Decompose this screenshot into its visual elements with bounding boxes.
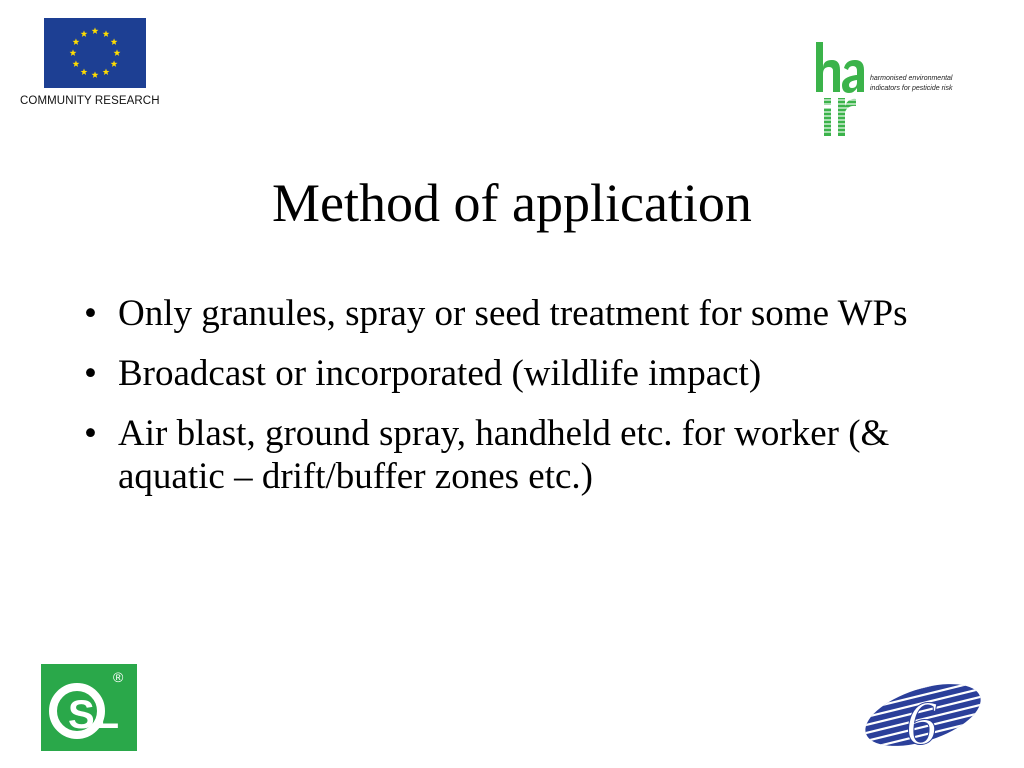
csl-logo-text: SL (68, 693, 120, 737)
hair-logo-mark-icon (810, 42, 870, 136)
slide-title: Method of application (272, 173, 752, 233)
registered-mark-icon: ® (113, 669, 124, 685)
hair-logo-text-line: harmonised environmental (870, 75, 953, 82)
eu-community-research-logo (20, 18, 172, 114)
bullet-item (78, 412, 958, 498)
fp6-numeral: 6 (906, 690, 937, 748)
hair-logo (810, 42, 986, 136)
bullet-item (78, 292, 958, 335)
bullet-dot-icon: • (84, 413, 97, 454)
eu-logo-caption: COMMUNITY RESEARCH (20, 95, 160, 107)
bullet-text: Only granules, spray or seed treatment for some WPs (118, 293, 908, 334)
bullet-text: Broadcast or incorporated (wildlife impact) (118, 353, 762, 394)
bullet-dot-icon: • (84, 293, 97, 334)
hair-logo-text (870, 74, 986, 94)
hair-logo-text-line: indicators for pesticide risk (870, 85, 953, 92)
eu-flag-icon (44, 18, 146, 88)
csl-logo (41, 664, 137, 751)
bullet-text: Air blast, ground spray, handheld etc. for worker (& aquatic – drift/buffer zones etc.) (118, 413, 890, 497)
bullet-list (78, 292, 958, 515)
fp6-logo (862, 682, 984, 748)
bullet-dot-icon: • (84, 353, 97, 394)
bullet-item (78, 352, 958, 395)
